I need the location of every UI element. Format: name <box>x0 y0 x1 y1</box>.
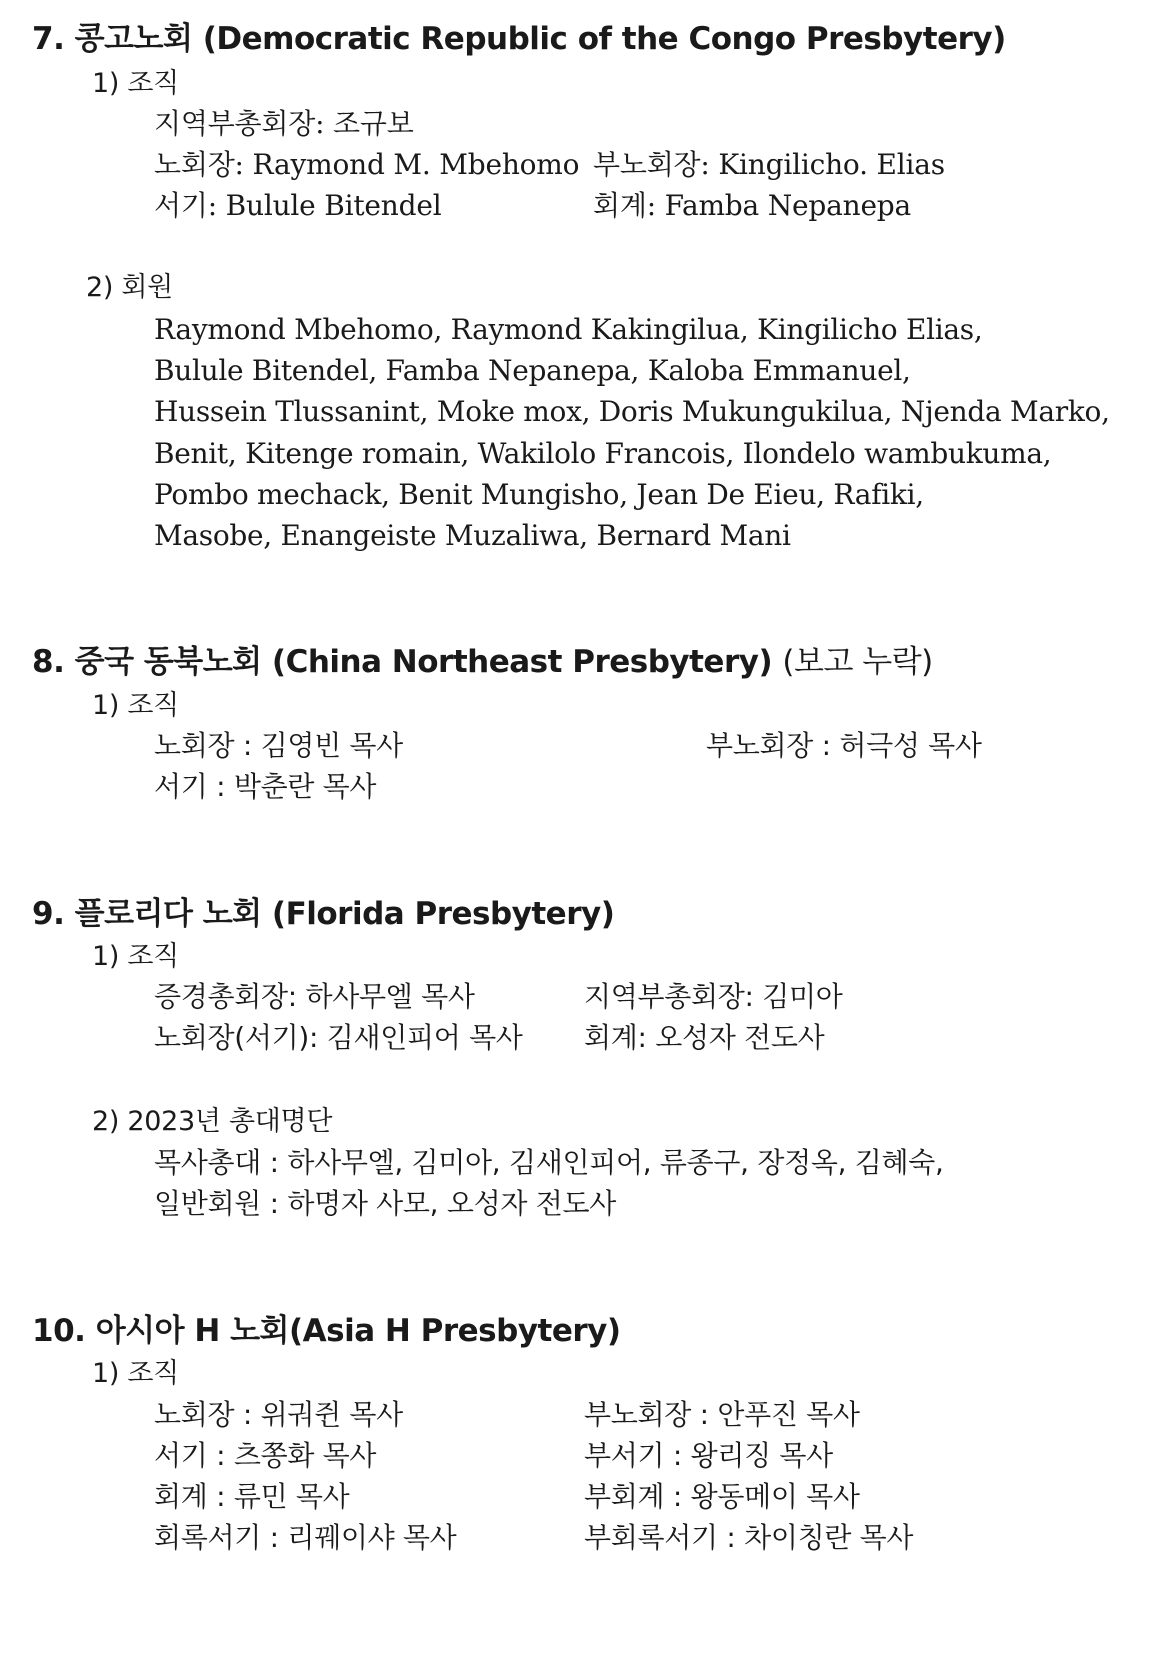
section-10-title: 10. 아시아 H 노회(Asia H Presbytery) <box>32 1313 621 1349</box>
s9-moderator-clerk: 노회장(서기): 김새인피어 목사 <box>154 1021 523 1054</box>
section-9-org-label: 1) 조직 <box>92 941 179 972</box>
s10-vice-recording-clerk: 부회록서기 : 차이칭란 목사 <box>584 1521 914 1554</box>
s7-members-line: Bulule Bitendel, Famba Nepanepa, Kaloba Emmanuel, <box>154 354 911 387</box>
s8-clerk: 서기 : 박춘란 목사 <box>154 770 377 803</box>
section-7-title: 7. 콩고노회 (Democratic Republic of the Congo Presbytery) <box>32 21 1006 57</box>
section-10-org-label: 1) 조직 <box>92 1358 179 1389</box>
s10-vice-treasurer: 부회계 : 왕동메이 목사 <box>584 1480 860 1513</box>
s9-general-members: 일반회원 : 하명자 사모, 오성자 전도사 <box>154 1187 616 1220</box>
s10-vice-moderator: 부노회장 : 안푸진 목사 <box>584 1398 860 1431</box>
s7-members-line: Hussein Tlussanint, Moke mox, Doris Mukungukilua, Njenda Marko, <box>154 395 1110 428</box>
s9-moderator-emeritus: 증경총회장: 하사무엘 목사 <box>154 980 475 1013</box>
s7-treasurer: 회계: Famba Nepanepa <box>593 189 912 222</box>
s7-vice-moderator: 부노회장: Kingilicho. Elias <box>593 148 945 181</box>
s10-treasurer: 회계 : 류민 목사 <box>154 1480 350 1513</box>
s7-clerk: 서기: Bulule Bitendel <box>154 189 442 222</box>
section-8-title-text: 8. 중국 동북노회 (China Northeast Presbytery) <box>32 644 773 680</box>
s7-members-line: Pombo mechack, Benit Mungisho, Jean De Eieu, Rafiki, <box>154 478 924 511</box>
s7-members-line: Benit, Kitenge romain, Wakilolo Francois, Ilondelo wambukuma, <box>154 437 1052 470</box>
section-8-org-label: 1) 조직 <box>92 690 179 721</box>
s9-regional-vp: 지역부총회장: 김미아 <box>584 980 843 1013</box>
section-8-note: (보고 누락) <box>782 644 933 680</box>
s10-moderator: 노회장 : 위궈쥔 목사 <box>154 1398 403 1431</box>
s9-treasurer: 회계: 오성자 전도사 <box>584 1021 825 1054</box>
s10-recording-clerk: 회록서기 : 리꿰이샤 목사 <box>154 1521 457 1554</box>
s7-regional-vp: 지역부총회장: 조규보 <box>154 107 414 140</box>
section-7-org-label: 1) 조직 <box>92 68 179 99</box>
s7-members-line: Masobe, Enangeiste Muzaliwa, Bernard Mani <box>154 519 791 552</box>
s7-members-line: Raymond Mbehomo, Raymond Kakingilua, Kingilicho Elias, <box>154 313 983 346</box>
s7-moderator: 노회장: Raymond M. Mbehomo <box>154 148 580 181</box>
s9-pastor-delegates: 목사총대 : 하사무엘, 김미아, 김새인피어, 류종구, 장정옥, 김혜숙, <box>154 1146 944 1179</box>
s10-vice-clerk: 부서기 : 왕리징 목사 <box>584 1439 833 1472</box>
s8-vice-moderator: 부노회장 : 허극성 목사 <box>706 729 982 762</box>
s8-moderator: 노회장 : 김영빈 목사 <box>154 729 403 762</box>
section-9-delegates-label: 2) 2023년 총대명단 <box>92 1106 333 1137</box>
s10-clerk: 서기 : 츠쫑화 목사 <box>154 1439 377 1472</box>
section-8-title <box>32 644 933 680</box>
section-7-members-label: 2) 회원 <box>86 272 173 303</box>
section-9-title: 9. 플로리다 노회 (Florida Presbytery) <box>32 896 615 932</box>
